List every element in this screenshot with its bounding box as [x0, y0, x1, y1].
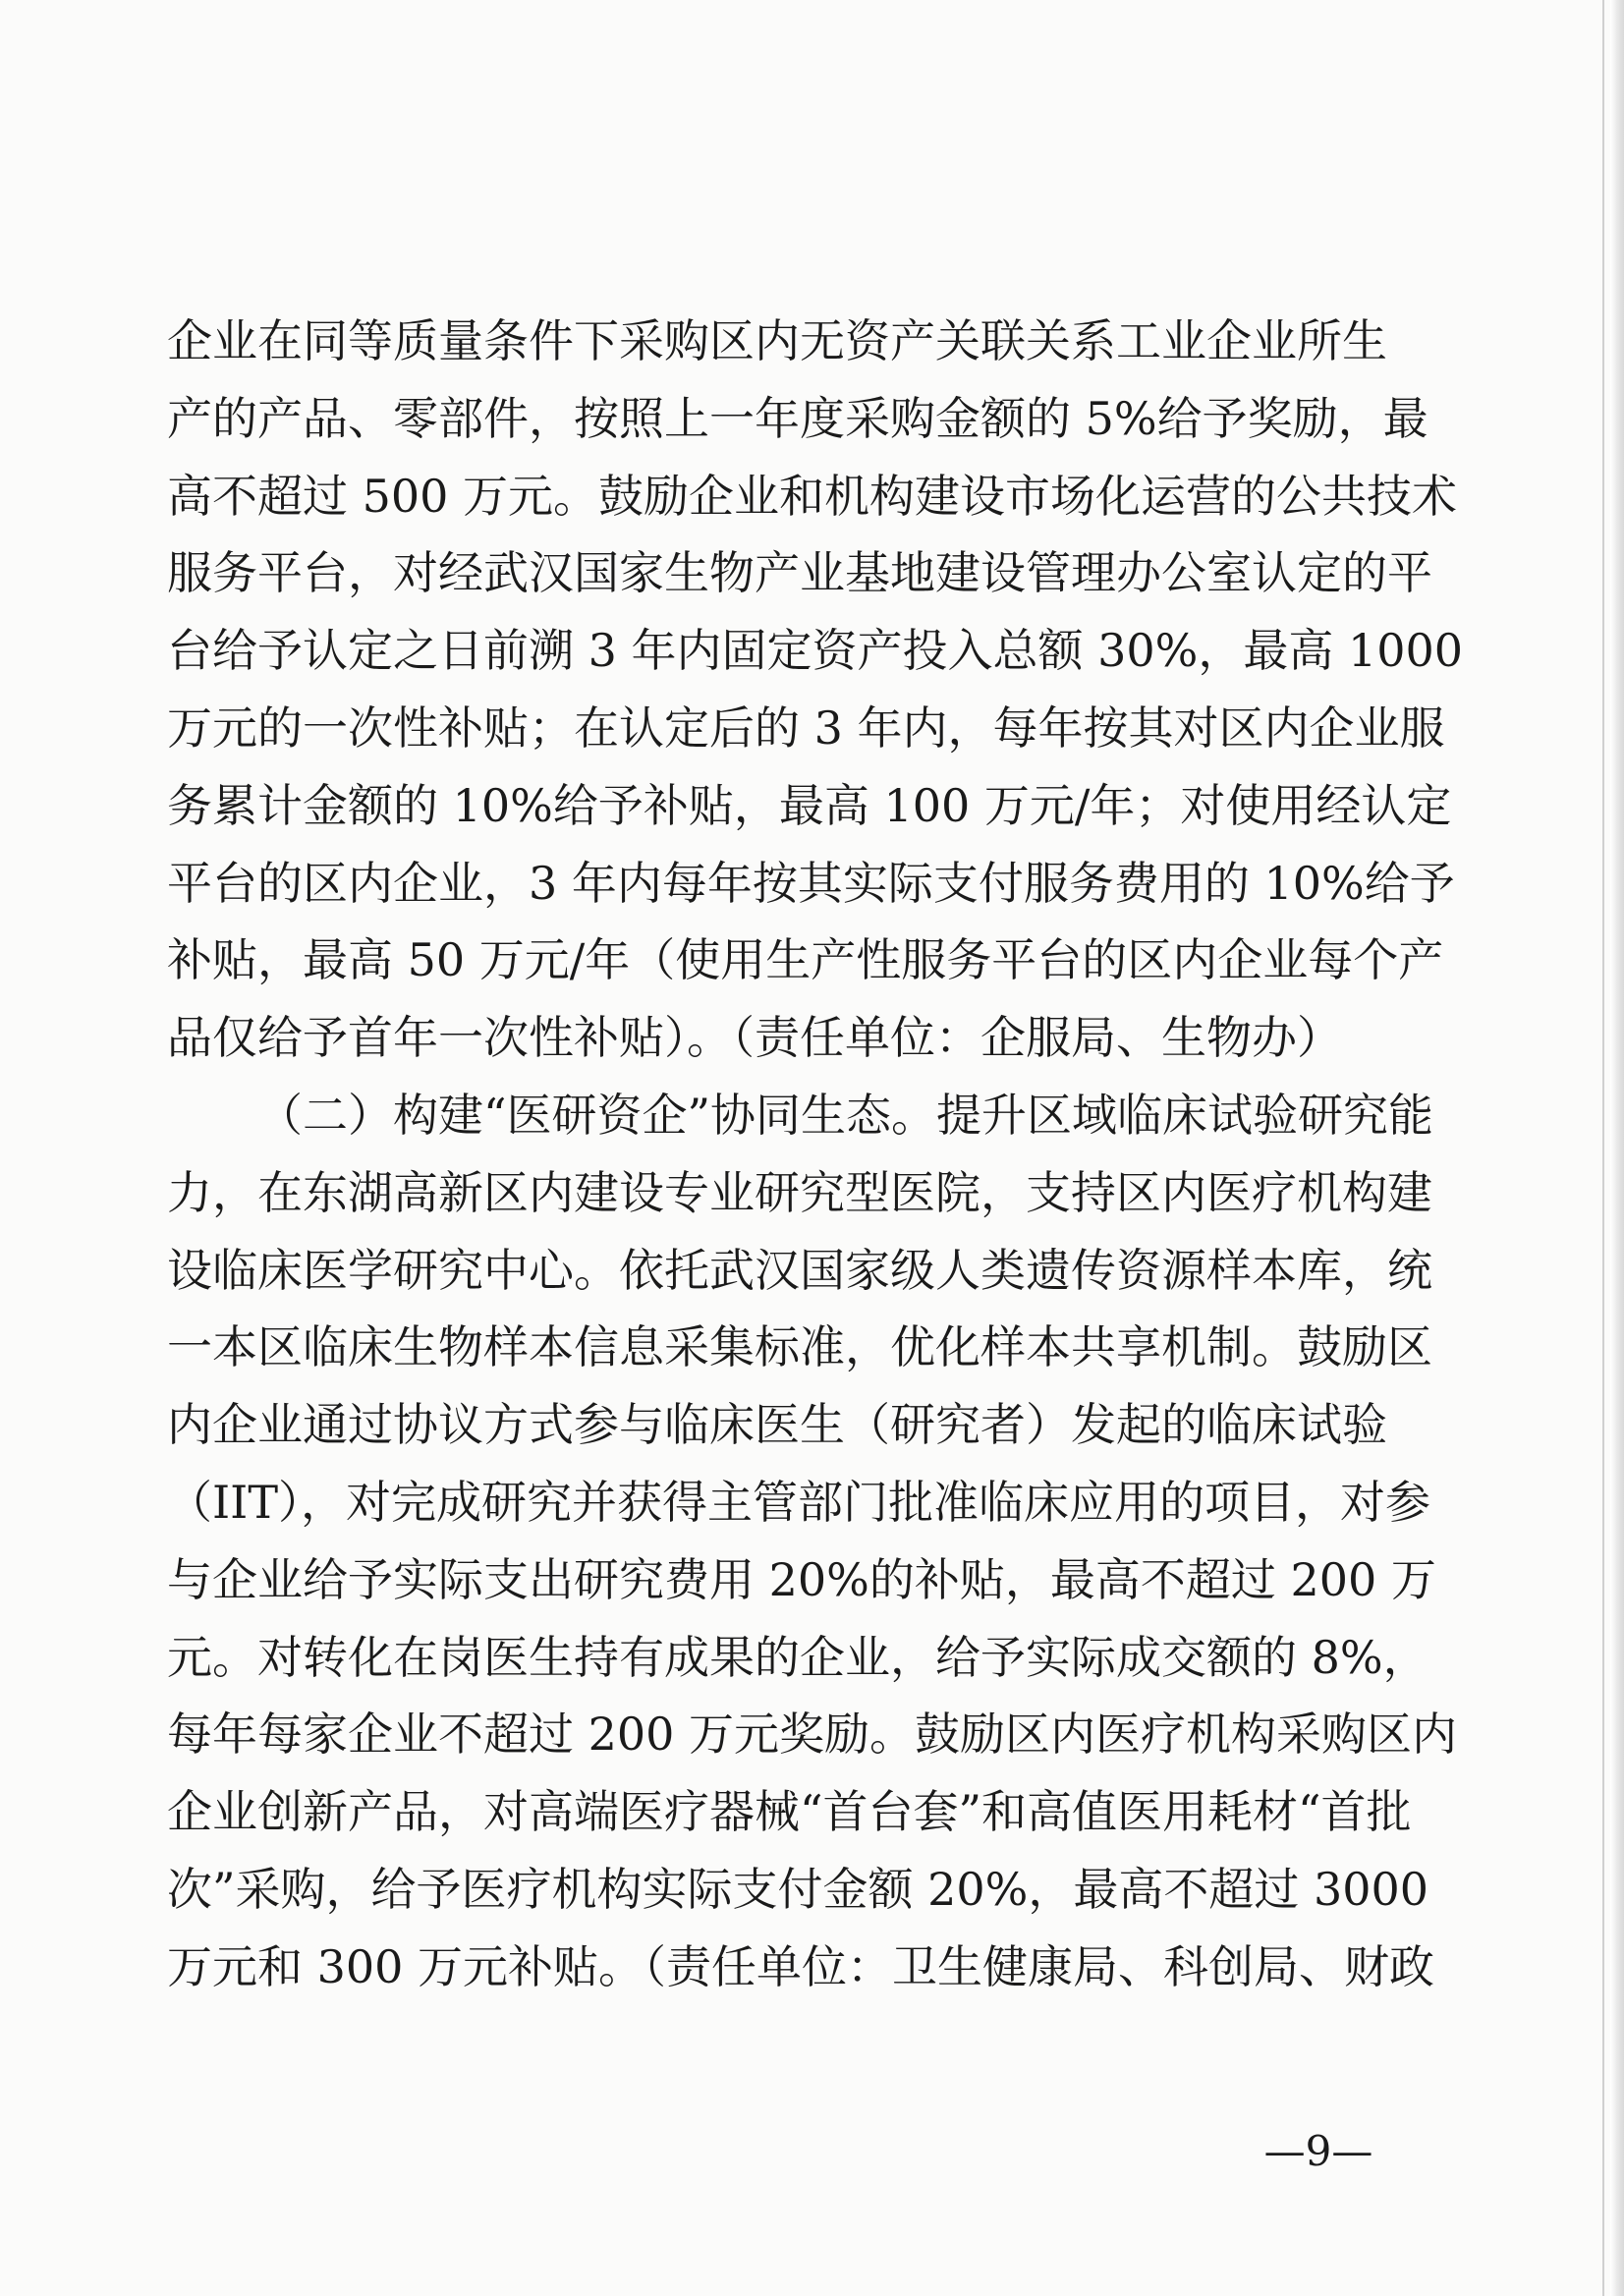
- text-line: 力，在东湖高新区内建设专业研究型医院，支持区内医疗机构建: [167, 1165, 1432, 1219]
- text-line: 元。对转化在岗医生持有成果的企业，给予实际成交额的 8%，: [167, 1630, 1428, 1684]
- text-line: 万元和 300 万元补贴。（责任单位：卫生健康局、科创局、财政: [167, 1939, 1435, 1993]
- section-heading-line: （二）构建“医研资企”协同生态。提升区域临床试验研究能: [257, 1088, 1434, 1142]
- body-text: [167, 303, 1464, 2006]
- text-line: 万元的一次性补贴；在认定后的 3 年内，每年按其对区内企业服: [167, 700, 1445, 755]
- text-line: （IIT），对完成研究并获得主管部门批准临床应用的项目，对参: [167, 1475, 1431, 1529]
- page-edge-shadow: [1610, 0, 1624, 2296]
- text-line: 每年每家企业不超过 200 万元奖励。鼓励区内医疗机构采购区内: [167, 1708, 1458, 1762]
- text-line: 设临床医学研究中心。依托武汉国家级人类遗传资源样本库，统: [167, 1243, 1432, 1297]
- text-line: 高不超过 500 万元。鼓励企业和机构建设市场化运营的公共技术: [167, 469, 1458, 523]
- text-line: 次”采购，给予医疗机构实际支付金额 20%，最高不超过 3000: [167, 1862, 1429, 1916]
- text-line: 服务平台，对经武汉国家生物产业基地建设管理办公室认定的平: [167, 546, 1432, 600]
- text-line: 品仅给予首年一次性补贴）。（责任单位：企服局、生物办）: [167, 1011, 1342, 1065]
- text-line: 企业创新产品，对高端医疗器械“首台套”和高值医用耗材“首批: [167, 1785, 1412, 1839]
- text-line: 产的产品、零部件，按照上一年度采购金额的 5%给予奖励，最: [167, 391, 1428, 445]
- text-line: 务累计金额的 10%给予补贴，最高 100 万元/年；对使用经认定: [167, 778, 1452, 832]
- text-line: 与企业给予实际支出研究费用 20%的补贴，最高不超过 200 万: [167, 1552, 1436, 1606]
- page-edge-line: [1602, 0, 1604, 2296]
- page-number: —9—: [1263, 2127, 1373, 2175]
- text-line: 台给予认定之日前溯 3 年内固定资产投入总额 30%，最高 1000: [167, 624, 1464, 678]
- text-line: 补贴，最高 50 万元/年（使用生产性服务平台的区内企业每个产: [167, 933, 1444, 987]
- text-line: 企业在同等质量条件下采购区内无资产关联关系工业企业所生: [167, 314, 1387, 367]
- text-line: 内企业通过协议方式参与临床医生（研究者）发起的临床试验: [167, 1398, 1387, 1452]
- text-line: 平台的区内企业，3 年内每年按其实际支付服务费用的 10%给予: [167, 856, 1455, 910]
- text-line: 一本区临床生物样本信息采集标准，优化样本共享机制。鼓励区: [167, 1320, 1432, 1374]
